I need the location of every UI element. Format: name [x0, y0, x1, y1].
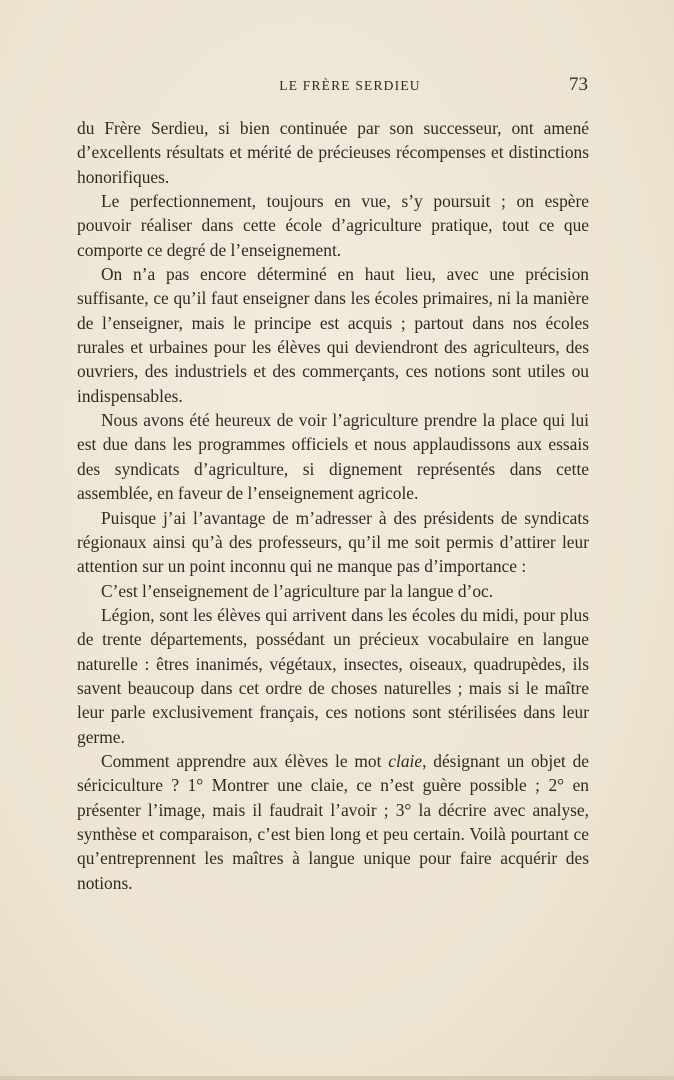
page-edge [0, 1076, 674, 1080]
page-number: 73 [569, 74, 588, 95]
paragraph-5: Puisque j’ai l’avantage de m’adresser à des présidents de syndicats régionaux ainsi qu’à des professeurs, qu’il me soit permis d’attirer leur attention sur un point inconnu qui ne manque pas d’importance : [77, 507, 589, 577]
paragraph-8-end: , désignant un objet de sériciculture ? 1° Montrer une claie, ce n’est guère possible ; 2° en présenter l’image, mais il faudrait l’avoir ; 3° la décrire avec analyse, synthèse et comparaison, c’est bien long et peu certain. Voilà pourtant ce qu’entreprennent les maîtres à langue unique pour faire acquérir des notions. [77, 750, 589, 893]
paragraph-3: On n’a pas encore déterminé en haut lieu, avec une précision suffisante, ce qu’il faut enseigner dans les écoles primaires, ni la manière de l’enseigner, mais le principe est acquis ; partout dans nos écoles rurales et urbaines pour les élèves qui deviendront des agriculteurs, des ouvriers, des industriels et des commerçants, ces notions sont utiles ou indispensables. [77, 264, 589, 406]
body-text [77, 116, 589, 895]
running-title: LE FRÈRE SERDIEU [279, 78, 421, 93]
paragraph-7: Légion, sont les élèves qui arrivent dans les écoles du midi, pour plus de trente départements, possédant un précieux vocabulaire en langue naturelle : êtres inanimés, végétaux, insectes, oiseaux, quadrupèdes, ils savent beaucoup dans cet ordre de choses naturelles ; mais si le maître leur parle exclusivement français, ces notions sont stérilisées dans leur germe. [77, 604, 589, 747]
paragraph-1: du Frère Serdieu, si bien continuée par son successeur, ont amené d’excellents résultats et mérité de précieuses récompenses et distinctions honorifiques. [77, 118, 589, 187]
paragraph-8 [77, 749, 589, 895]
running-head [0, 74, 674, 98]
italic-word-claie: claie [388, 750, 423, 771]
paragraph-2: Le perfectionnement, toujours en vue, s’y poursuit ; on espère pouvoir réaliser dans cette école d’agriculture pratique, tout ce que comporte ce degré de l’enseignement. [77, 191, 589, 260]
paragraph-6: C’est l’enseignement de l’agriculture par la langue d’oc. [101, 580, 494, 601]
paragraph-8-start: Comment apprendre aux élèves le mot [101, 750, 389, 771]
paragraph-4: Nous avons été heureux de voir l’agriculture prendre la place qui lui est due dans les programmes officiels et nous applaudissons aux essais des syndicats d’agriculture, si dignement représentés dans cette assemblée, en faveur de l’enseignement agricole. [77, 410, 589, 504]
